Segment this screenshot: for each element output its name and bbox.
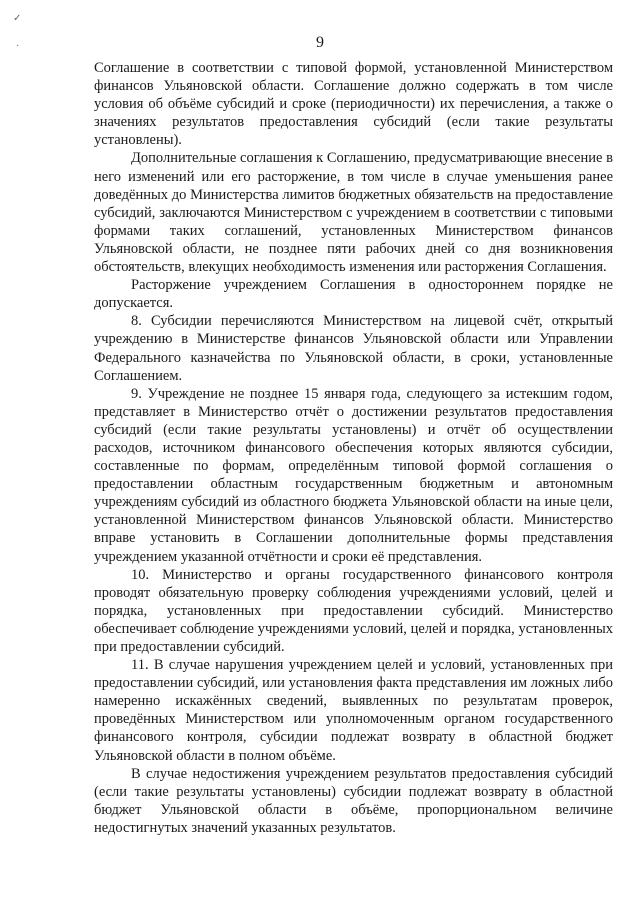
paragraph-item-9: 9. Учреждение не позднее 15 января года, следующего за истекшим годом, представляет в Министерство отчёт о достижении результатов предоставления субсидий (если такие результаты установлены) и отчёт об осуществлении расходов, источником финансового обеспечения которых являются субсидии, составленные по формам, определённым типовой формой соглашения о предоставлении областным государственным бюджетным и автономным учреждениям субсидий из областного бюджета Ульяновской области на иные цели, установленной Министерством финансов Ульяновской области. Министерство вправе установить в Соглашении дополнительные формы представления учреждением указанной отчётности и сроки её представления.: [94, 385, 613, 565]
scan-speck-mark: ✓: [13, 13, 22, 24]
paragraph-additional-agreements: Дополнительные соглашения к Соглашению, предусматривающие внесение в него изменений или его расторжение, в том числе в случае уменьшения ранее доведённых до Министерства лимитов бюджетных обязательств на предоставление субсидий, заключаются Министерством с учреждением в соответствии с типовыми формами таких соглашений, установленных Министерством финансов Ульяновской области, не позднее пяти рабочих дней со дня возникновения обстоятельств, влекущих необходимость изменения или расторжения Соглашения.: [94, 150, 613, 276]
paragraph-agreement-continuation: Соглашение в соответствии с типовой формой, установленной Министерством финансов Ульяновской области. Соглашение должно содержать в том числе условия об объёме субсидий и сроке (периодичности) их перечисления, а также о значениях результатов предоставления субсидий (если такие результаты установлены).: [94, 60, 613, 149]
scan-speck-mark: ·: [16, 41, 20, 52]
paragraph-shortfall-return: В случае недостижения учреждением результатов предоставления субсидий (если такие результаты установлены) субсидии подлежат возврату в областной бюджет Ульяновской области в объёме, пропорциональном величине недостигнутых значений указанных результатов.: [94, 765, 613, 836]
paragraph-item-8: 8. Субсидии перечисляются Министерством на лицевой счёт, открытый учреждению в Министерстве финансов Ульяновской области или Управлении Федерального казначейства по Ульяновской области, в сроки, установленные Соглашением.: [94, 313, 613, 384]
paragraph-termination: Расторжение учреждением Соглашения в одностороннем порядке не допускается.: [94, 277, 613, 312]
paragraph-item-11: 11. В случае нарушения учреждением целей и условий, установленных при предоставлении субсидий, или установления факта представления им ложных либо намеренно искажённых сведений, выявленных по результатам проверок, проведённых Министерством или уполномоченным органом государственного финансового контроля, субсидии подлежат возврату в областной бюджет Ульяновской области в полном объёме.: [94, 657, 613, 764]
paragraph-item-10: 10. Министерство и органы государственного финансового контроля проводят обязательную проверку соблюдения учреждениями условий, целей и порядка, установленных при предоставлении субсидий. Министерство обеспечивает соблюдение учреждениями условий, целей и порядка, установленных при предоставлении субсидий.: [94, 566, 613, 655]
document-body: [94, 59, 613, 837]
page-number: 9: [316, 34, 324, 51]
